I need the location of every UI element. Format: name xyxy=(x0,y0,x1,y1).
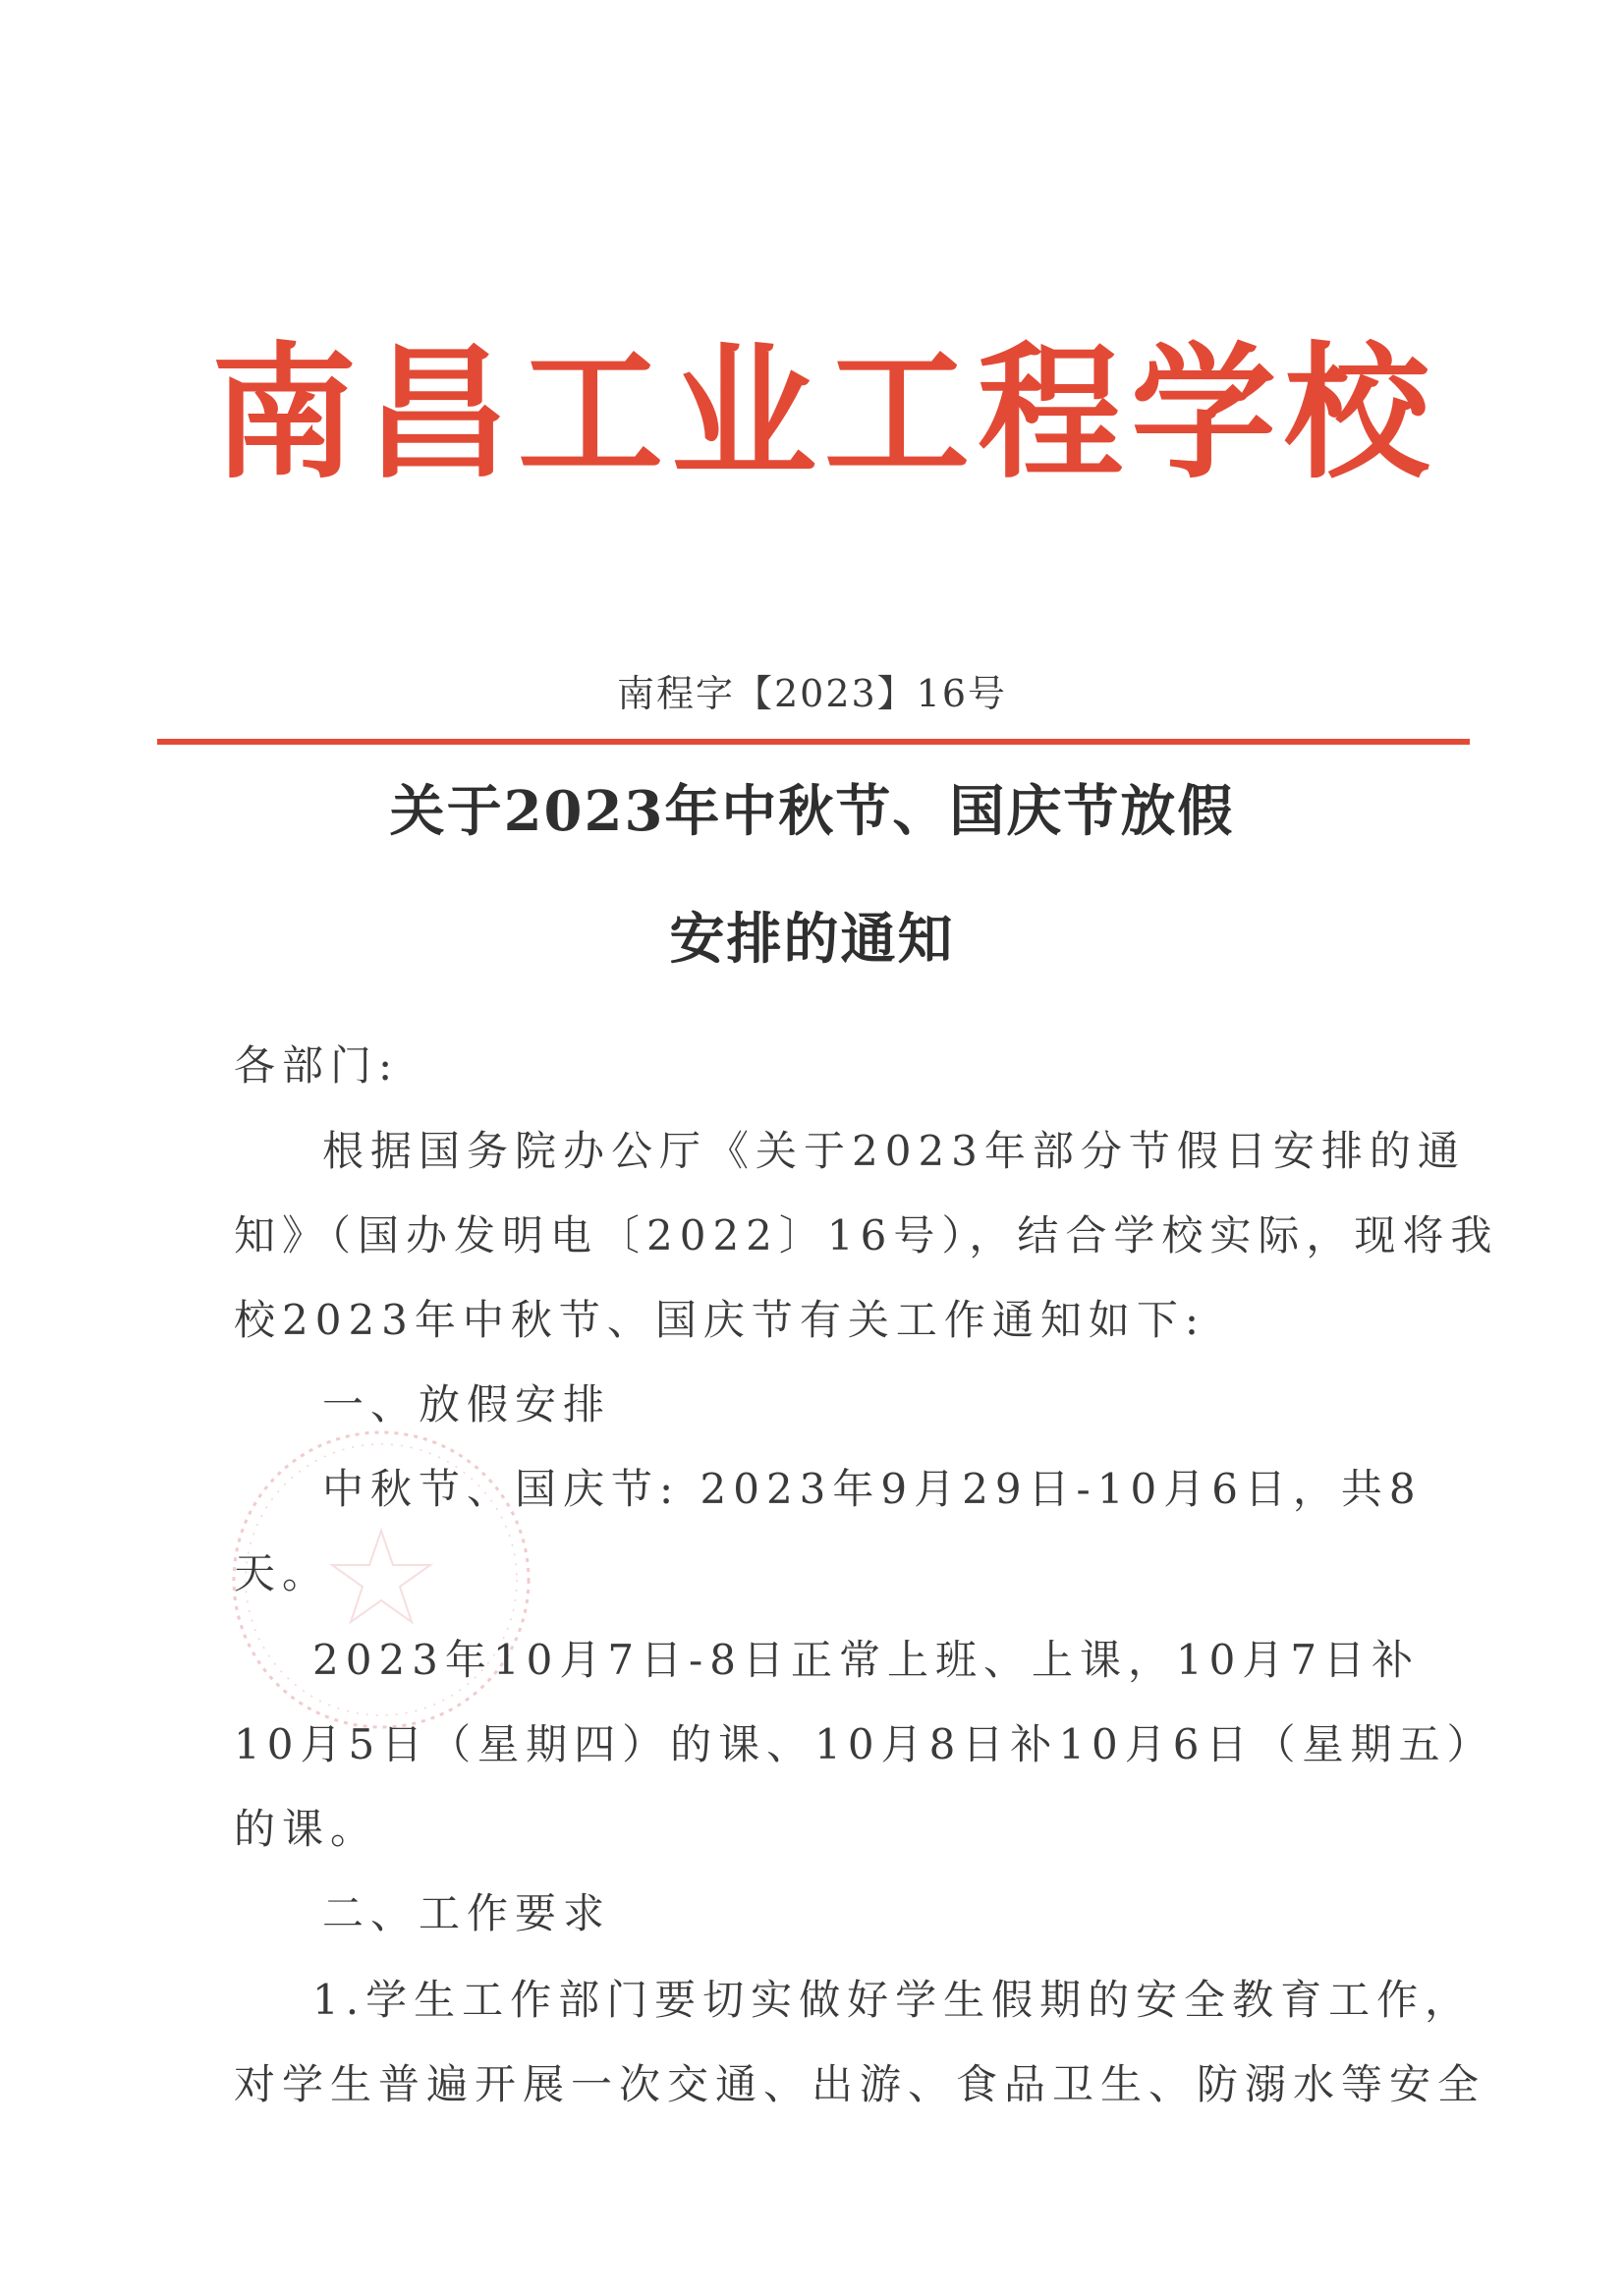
paragraph-line: 根据国务院办公厅《关于2023年部分节假日安排的通 xyxy=(322,1127,1466,1175)
paragraph-line: 10月5日（星期四）的课、10月8日补10月6日（星期五） xyxy=(234,1720,1495,1768)
paragraph-line: 知》（国办发明电〔2022〕16号），结合学校实际，现将我 xyxy=(234,1211,1499,1259)
paragraph-line: 1.学生工作部门要切实做好学生假期的安全教育工作， xyxy=(312,1976,1474,2024)
red-divider-rule xyxy=(157,739,1470,745)
section-heading: 二、工作要求 xyxy=(322,1889,612,1937)
paragraph-line: 中秋节、国庆节: 2023年9月29日-10月6日，共8 xyxy=(322,1465,1423,1513)
section-heading: 一、放假安排 xyxy=(322,1380,612,1428)
paragraph-line: 校2023年中秋节、国庆节有关工作通知如下: xyxy=(234,1296,1206,1344)
paragraph-line: 的课。 xyxy=(234,1805,379,1853)
paragraph-line: 天。 xyxy=(234,1549,331,1597)
document-number: 南程字【2023】16号 xyxy=(616,672,1008,715)
salutation-line: 各部门: xyxy=(234,1041,400,1090)
document-title-line-2: 安排的通知 xyxy=(669,907,955,972)
paragraph-line: 2023年10月7日-8日正常上班、上课，10月7日补 xyxy=(312,1636,1421,1684)
document-title-line-1: 关于2023年中秋节、国庆节放假 xyxy=(389,779,1235,844)
masthead-org-name: 南昌工业工程学校 xyxy=(211,327,1437,498)
paragraph-line: 对学生普遍开展一次交通、出游、食品卫生、防溺水等安全 xyxy=(234,2060,1486,2108)
